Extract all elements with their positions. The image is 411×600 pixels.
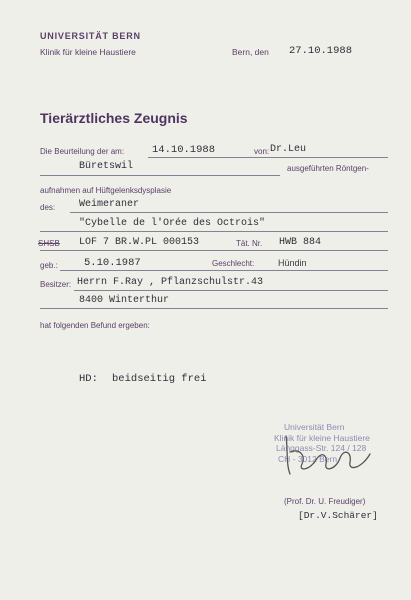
stamp-line-4: CH - 3012 Bern [278,453,338,464]
stamp-line-2: Klinik für kleine Haustiere [274,432,370,443]
label-tattoo: Tät. Nr. [236,239,263,248]
issue-date: 27.10.1988 [289,45,353,57]
label-des: des: [40,203,56,212]
hd-result: beidseitig frei [112,373,207,385]
clinic-name: Klinik für kleine Haustiere [40,47,136,57]
university-name: UNIVERSITÄT BERN [40,31,141,41]
owner: Herrn F.Ray , Pflanzschulstr.43 [77,277,264,288]
professor-name: (Prof. Dr. U. Freudiger) [284,497,366,506]
hd-label: HD: [79,373,98,385]
label-findings: hat folgenden Befund ergeben: [40,321,150,330]
sex: Hündin [278,258,307,268]
stamp-line-1: Universität Bern [284,422,345,432]
typed-signatory: [Dr.V.Schärer] [298,510,378,521]
dog-name: "Cybelle de l'Orée des Octrois" [79,218,266,229]
stamp-line-3: Länggass-Str. 124 / 128 [276,443,367,453]
label-sex: Geschlecht: [212,259,255,268]
label-shsb: SHSB [38,239,60,248]
examining-vet: Dr.Leu [270,144,307,155]
owner-city: 8400 Winterthur [79,295,170,306]
place-prefix: Bern, den [232,47,269,57]
label-born: geb.: [40,261,58,270]
assessment-date: 14.10.1988 [152,144,216,156]
label-assessment-date: Die Beurteilung der am: [40,147,125,156]
exam-place: Büretswil [79,161,134,172]
label-xray: ausgeführten Röntgen- [287,164,369,173]
tattoo-number: HWB 884 [279,237,322,248]
birth-date: 5.10.1987 [84,257,141,269]
label-owner: Besitzer: [40,280,72,289]
breed: Weimeraner [79,199,140,210]
label-xray-continued: aufnahmen auf Hüftgelenksdysplasie [40,186,172,195]
document-title: Tierärztliches Zeugnis [40,110,188,126]
label-by: von: [254,147,270,156]
registry-number: LOF 7 BR.W.PL 000153 [79,237,200,248]
signature-mark [276,430,386,480]
